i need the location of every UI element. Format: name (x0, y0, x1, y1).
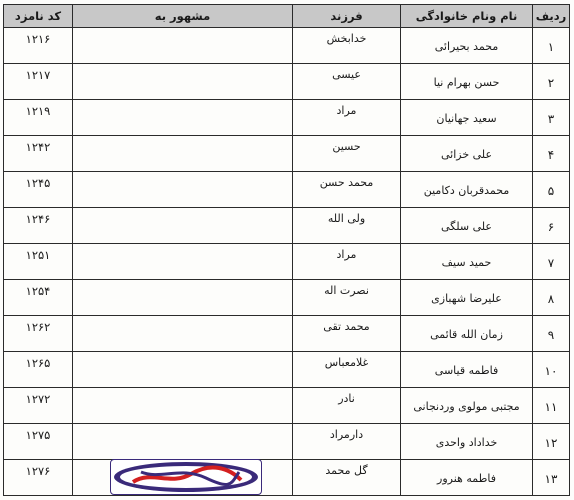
row-known-as-cell (73, 172, 293, 208)
row-name-cell (401, 316, 533, 352)
row-code-cell (4, 352, 73, 388)
row-son-cell (293, 100, 401, 136)
row-radif-cell (533, 352, 570, 388)
sedaye-nahavand-logo (110, 459, 262, 495)
row-name-cell (401, 388, 533, 424)
header-row (4, 5, 570, 28)
row-code: ۱۲۷۵ (25, 428, 51, 442)
table-row (4, 100, 570, 136)
row-name: حمید سیف (441, 256, 492, 269)
row-son-cell (293, 460, 401, 496)
row-radif-cell (533, 28, 570, 64)
row-son: مراد (336, 104, 357, 117)
row-known-as-cell (73, 316, 293, 352)
row-radif: ۵ (547, 184, 555, 198)
table-row (4, 28, 570, 64)
row-radif-cell (533, 100, 570, 136)
row-name: علی سلگی (441, 220, 492, 233)
row-known-as-cell (73, 64, 293, 100)
row-son-cell (293, 244, 401, 280)
row-radif: ۲ (547, 76, 555, 90)
row-code-cell (4, 64, 73, 100)
row-son-cell (293, 352, 401, 388)
candidates-table (4, 4, 570, 496)
row-known-as-cell (73, 424, 293, 460)
row-name: محمد بحیرائی (434, 40, 499, 53)
row-code: ۱۲۴۵ (25, 176, 51, 190)
row-radif-cell (533, 460, 570, 496)
row-radif: ۸ (547, 292, 555, 306)
row-radif: ۱ (547, 40, 555, 54)
table-row (4, 424, 570, 460)
row-radif: ۱۰ (544, 364, 558, 378)
header-son: فرزند (293, 5, 401, 28)
table-row (4, 208, 570, 244)
row-known-as-cell (73, 352, 293, 388)
row-radif: ۱۲ (544, 436, 558, 450)
row-name: حسن بهرام نیا (433, 76, 500, 89)
row-radif: ۴ (547, 148, 555, 162)
row-son-cell (293, 316, 401, 352)
row-name: فاطمه قیاسی (434, 364, 499, 377)
row-radif-cell (533, 208, 570, 244)
table-row (4, 136, 570, 172)
row-name-cell (401, 244, 533, 280)
row-code-cell (4, 316, 73, 352)
row-son: ولی الله (327, 212, 366, 225)
row-code: ۱۲۷۲ (25, 392, 51, 406)
row-son-cell (293, 424, 401, 460)
row-name: زمان الله قائمی (430, 328, 503, 341)
table-row (4, 388, 570, 424)
row-name: علی خزائی (440, 148, 493, 161)
row-code: ۱۲۱۷ (25, 68, 51, 82)
row-code-cell (4, 280, 73, 316)
row-name: مجتبی مولوی وردنجانی (413, 400, 520, 413)
row-radif-cell (533, 136, 570, 172)
row-radif-cell (533, 280, 570, 316)
table-row (4, 244, 570, 280)
row-son: غلامعباس (324, 356, 369, 369)
row-code-cell (4, 244, 73, 280)
row-radif-cell (533, 316, 570, 352)
row-radif-cell (533, 172, 570, 208)
row-code-cell (4, 172, 73, 208)
row-code: ۱۲۵۴ (25, 284, 51, 298)
table-row (4, 316, 570, 352)
header-name: نام ونام خانوادگی (401, 5, 533, 28)
row-name: علیرضا شهبازی (431, 292, 502, 305)
row-son: حسین (332, 140, 361, 153)
row-code-cell (4, 460, 73, 496)
table-row (4, 352, 570, 388)
table-row (4, 64, 570, 100)
row-name: محمدقربان دکامین (423, 184, 510, 197)
candidates-grid (3, 4, 570, 496)
row-known-as-cell (73, 280, 293, 316)
table-row (4, 172, 570, 208)
row-son: محمد حسن (319, 176, 374, 189)
row-name-cell (401, 460, 533, 496)
row-code-cell (4, 136, 73, 172)
row-name-cell (401, 28, 533, 64)
row-code: ۱۲۴۲ (25, 140, 51, 154)
row-name-cell (401, 172, 533, 208)
row-known-as-cell (73, 244, 293, 280)
row-name: خداداد واحدی (435, 436, 498, 449)
row-code: ۱۲۵۱ (25, 248, 51, 262)
row-radif-cell (533, 424, 570, 460)
row-code: ۱۲۶۲ (25, 320, 51, 334)
row-known-as-cell (73, 208, 293, 244)
row-radif: ۳ (547, 112, 555, 126)
row-name: فاطمه هنرور (437, 472, 496, 485)
header-radif: ردیف (533, 5, 570, 28)
row-son: گل محمد (325, 464, 368, 477)
row-radif: ۶ (547, 220, 555, 234)
table-row (4, 280, 570, 316)
row-code: ۱۲۱۶ (25, 32, 51, 46)
row-name-cell (401, 352, 533, 388)
row-name-cell (401, 64, 533, 100)
row-code-cell (4, 424, 73, 460)
logo-graphic (111, 460, 261, 494)
row-radif-cell (533, 64, 570, 100)
row-radif: ۱۱ (544, 400, 558, 414)
row-son-cell (293, 28, 401, 64)
row-code-cell (4, 100, 73, 136)
row-radif-cell (533, 244, 570, 280)
row-radif: ۹ (547, 328, 555, 342)
row-radif: ۷ (547, 256, 555, 270)
row-son: دارمراد (329, 428, 364, 441)
row-known-as-cell (73, 28, 293, 64)
row-son: خدابخش (326, 32, 367, 45)
row-son: محمد تقی (323, 320, 370, 333)
header-known-as: مشهور به (73, 5, 293, 28)
row-son: نادر (338, 392, 355, 405)
row-code-cell (4, 208, 73, 244)
row-son-cell (293, 280, 401, 316)
row-name: سعید جهانیان (436, 112, 497, 125)
row-son-cell (293, 64, 401, 100)
row-code: ۱۲۷۶ (25, 464, 51, 478)
row-son-cell (293, 172, 401, 208)
row-known-as-cell (73, 100, 293, 136)
row-son-cell (293, 208, 401, 244)
row-name-cell (401, 424, 533, 460)
row-son-cell (293, 136, 401, 172)
row-code: ۱۲۶۵ (25, 356, 51, 370)
header-code: کد نامزد (4, 5, 73, 28)
row-code-cell (4, 388, 73, 424)
row-radif-cell (533, 388, 570, 424)
row-known-as-cell (73, 136, 293, 172)
row-son: عیسی (332, 68, 361, 81)
row-name-cell (401, 136, 533, 172)
table-row (4, 460, 570, 496)
row-radif: ۱۳ (544, 472, 558, 486)
row-name-cell (401, 280, 533, 316)
row-son-cell (293, 388, 401, 424)
row-code: ۱۲۴۶ (25, 212, 51, 226)
row-known-as-cell (73, 388, 293, 424)
row-name-cell (401, 208, 533, 244)
row-son: مراد (336, 248, 357, 261)
row-name-cell (401, 100, 533, 136)
row-code: ۱۲۱۹ (25, 104, 51, 118)
row-code-cell (4, 28, 73, 64)
row-son: نصرت اله (324, 284, 369, 297)
